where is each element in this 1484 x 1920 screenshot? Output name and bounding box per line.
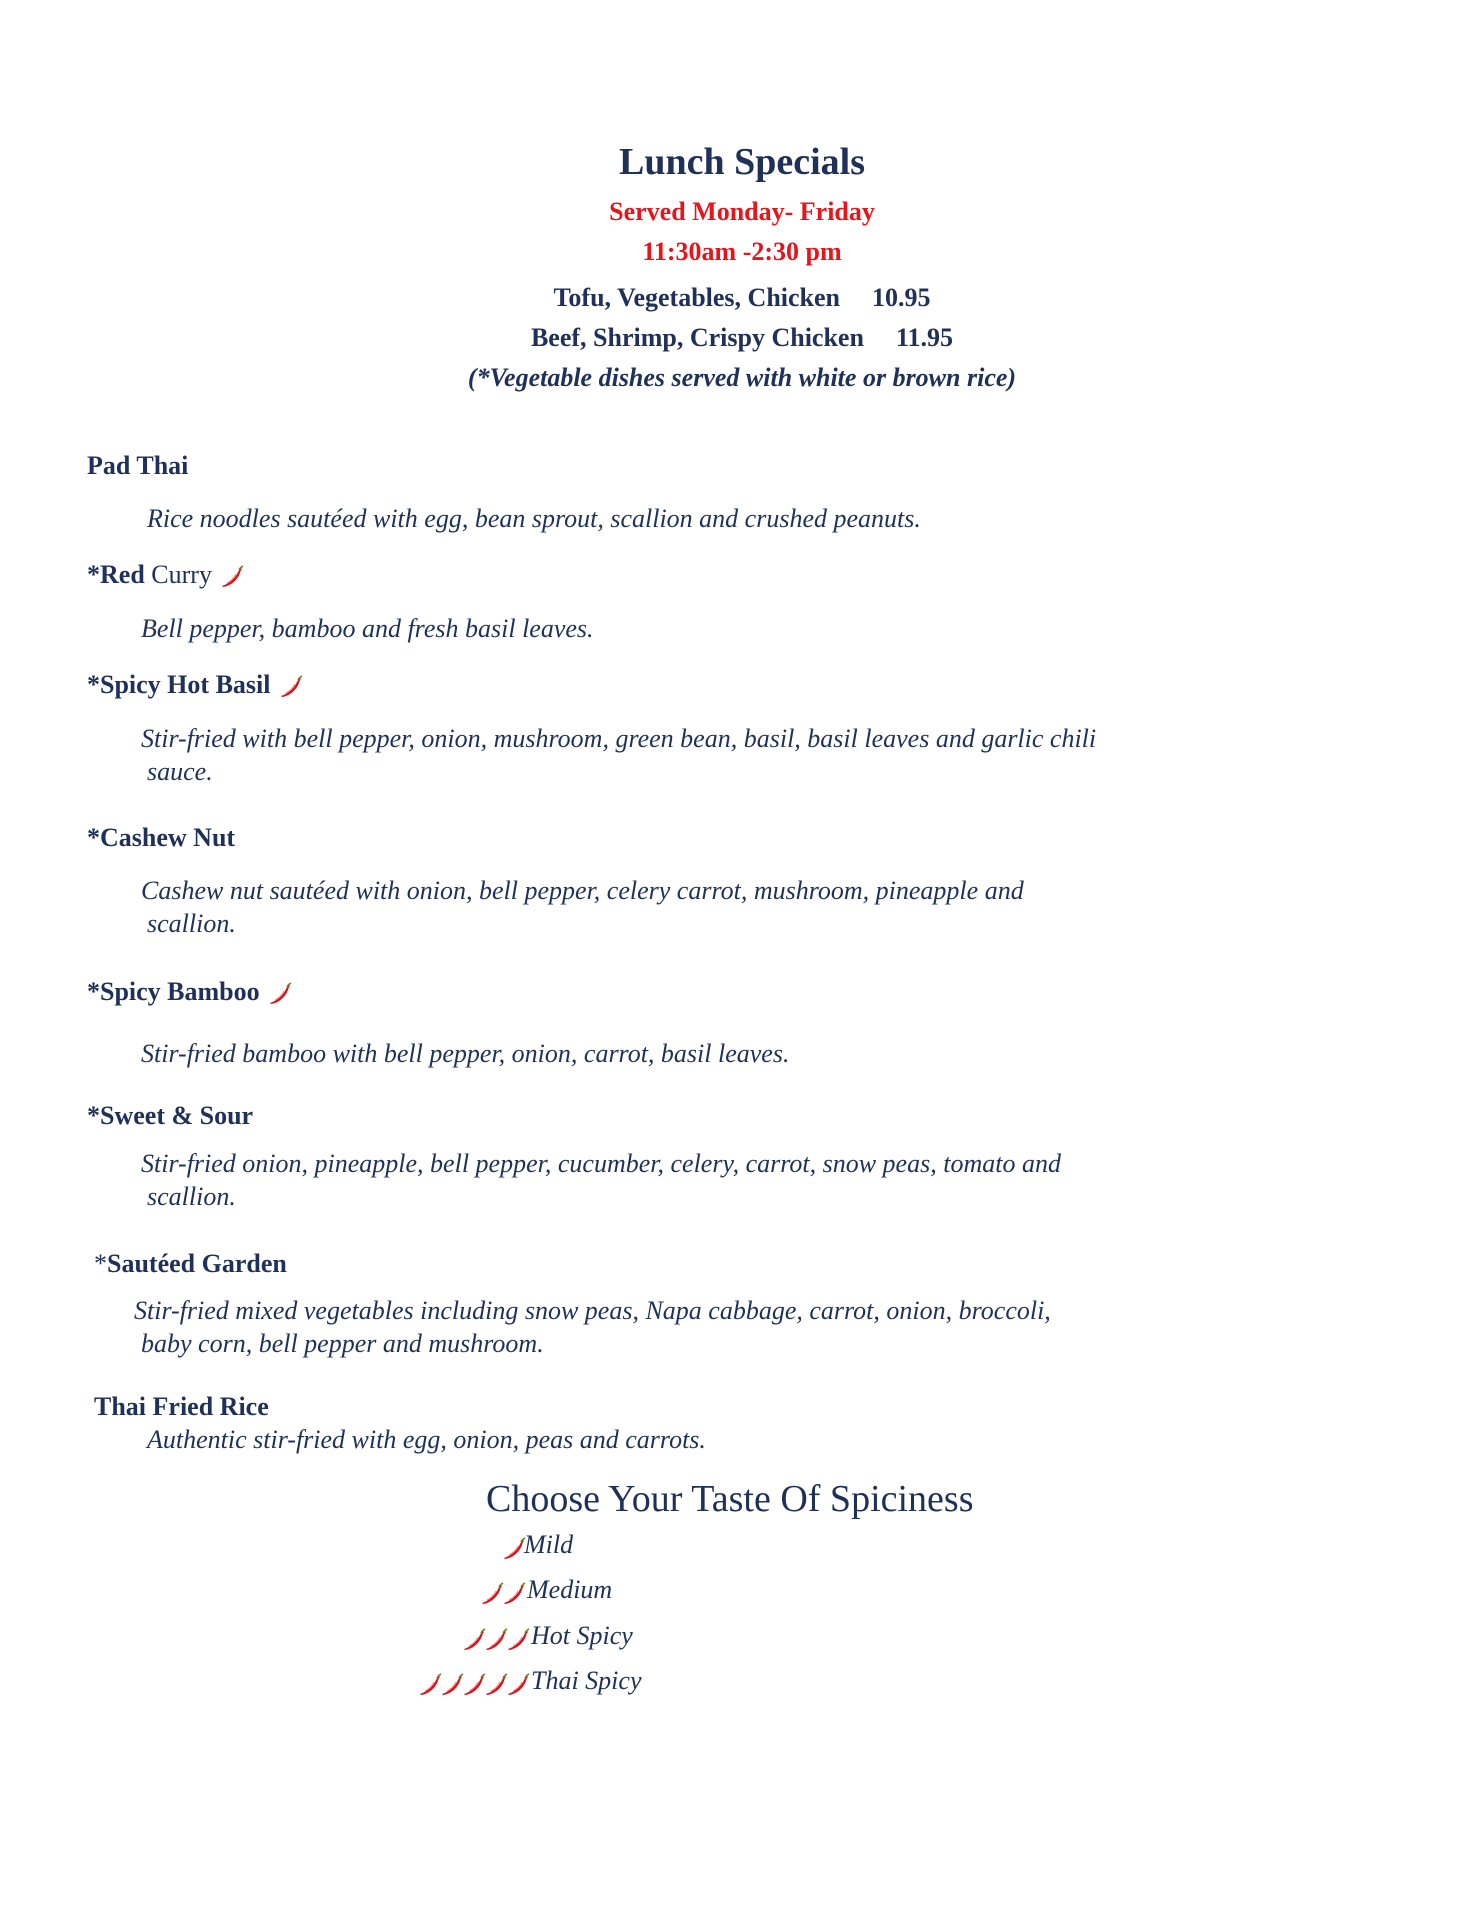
chili-pepper-icon <box>500 1536 522 1562</box>
item-red-curry-bold: *Red <box>87 560 145 589</box>
chili-pepper-icon <box>266 981 292 1007</box>
chili-pepper-icon <box>277 674 303 700</box>
item-name-text: Sautéed Garden <box>107 1249 287 1278</box>
item-sweet-sour-desc-1: Stir-fried onion, pineapple, bell pepper, cucumber, celery, carrot, snow peas, tomato and <box>141 1149 1061 1178</box>
item-pad-thai-desc: Rice noodles sautéed with egg, bean sprout, scallion and crushed peanuts. <box>147 504 921 533</box>
item-sauteed-garden-name <box>94 1249 287 1279</box>
item-sauteed-garden-desc-2: baby corn, bell pepper and mushroom. <box>141 1329 544 1358</box>
spice-level-medium <box>0 1575 522 1607</box>
spiciness-title: Choose Your Taste Of Spiciness <box>486 1478 974 1520</box>
chili-group <box>500 1532 522 1562</box>
chili-pepper-icon <box>460 1627 482 1653</box>
item-star: * <box>94 1249 107 1278</box>
spice-label-thai: Thai Spicy <box>531 1666 642 1695</box>
price-label: Beef, Shrimp, Crispy Chicken <box>530 323 864 352</box>
chili-pepper-icon <box>416 1672 438 1698</box>
price-line-2 <box>0 323 1484 353</box>
spice-level-mild <box>0 1530 522 1562</box>
item-spicy-hot-basil-desc-1: Stir-fried with bell pepper, onion, mushroom, green bean, basil, basil leaves and garlic chili <box>141 724 1097 753</box>
chili-pepper-icon <box>478 1581 500 1607</box>
item-red-curry-plain: Curry <box>151 560 212 589</box>
spice-level-thai <box>0 1666 526 1698</box>
spice-label-mild: Mild <box>524 1530 574 1559</box>
item-red-curry-desc: Bell pepper, bamboo and fresh basil leaves. <box>141 614 594 643</box>
item-sweet-sour-desc-2: scallion. <box>147 1182 236 1211</box>
item-name-text: *Spicy Bamboo <box>87 977 260 1006</box>
price-value: 11.95 <box>895 323 954 352</box>
item-cashew-nut-desc-1: Cashew nut sautéed with onion, bell pepper, celery carrot, mushroom, pineapple and <box>141 876 1024 905</box>
price-label: Tofu, Vegetables, Chicken <box>553 283 841 312</box>
item-pad-thai-name: Pad Thai <box>87 451 189 480</box>
rice-note: (*Vegetable dishes served with white or brown rice) <box>467 363 1017 392</box>
chili-pepper-icon <box>438 1672 460 1698</box>
item-spicy-bamboo-name <box>87 977 292 1007</box>
chili-pepper-icon <box>482 1627 504 1653</box>
item-sweet-sour-name: *Sweet & Sour <box>87 1101 254 1130</box>
chili-pepper-icon <box>504 1672 526 1698</box>
item-spicy-hot-basil-name <box>87 670 303 700</box>
spice-level-hot <box>0 1621 526 1653</box>
price-value: 10.95 <box>872 283 931 312</box>
served-hours: 11:30am -2:30 pm <box>642 237 842 266</box>
page-title: Lunch Specials <box>618 141 866 183</box>
chili-pepper-icon <box>460 1672 482 1698</box>
item-sauteed-garden-desc-1: Stir-fried mixed vegetables including snow peas, Napa cabbage, carrot, onion, broccoli, <box>134 1296 1051 1325</box>
item-name-text: *Spicy Hot Basil <box>87 670 271 699</box>
spice-label-medium: Medium <box>527 1575 613 1604</box>
item-cashew-nut-desc-2: scallion. <box>147 909 236 938</box>
chili-pepper-icon <box>482 1672 504 1698</box>
price-line-1 <box>0 283 1484 313</box>
chili-group <box>416 1668 526 1698</box>
item-spicy-bamboo-desc: Stir-fried bamboo with bell pepper, onion, carrot, basil leaves. <box>141 1039 790 1068</box>
chili-pepper-icon <box>504 1627 526 1653</box>
chili-group <box>478 1577 522 1607</box>
served-days: Served Monday- Friday <box>609 197 875 226</box>
item-spicy-hot-basil-desc-2: sauce. <box>147 757 213 786</box>
item-cashew-nut-name: *Cashew Nut <box>87 823 236 852</box>
spice-label-hot: Hot Spicy <box>531 1621 633 1650</box>
chili-pepper-icon <box>500 1581 522 1607</box>
item-thai-fried-rice-desc: Authentic stir-fried with egg, onion, peas and carrots. <box>147 1425 706 1454</box>
chili-pepper-icon <box>218 564 244 590</box>
item-thai-fried-rice-name: Thai Fried Rice <box>94 1392 269 1421</box>
chili-group <box>460 1623 526 1653</box>
item-red-curry-name <box>87 560 244 590</box>
